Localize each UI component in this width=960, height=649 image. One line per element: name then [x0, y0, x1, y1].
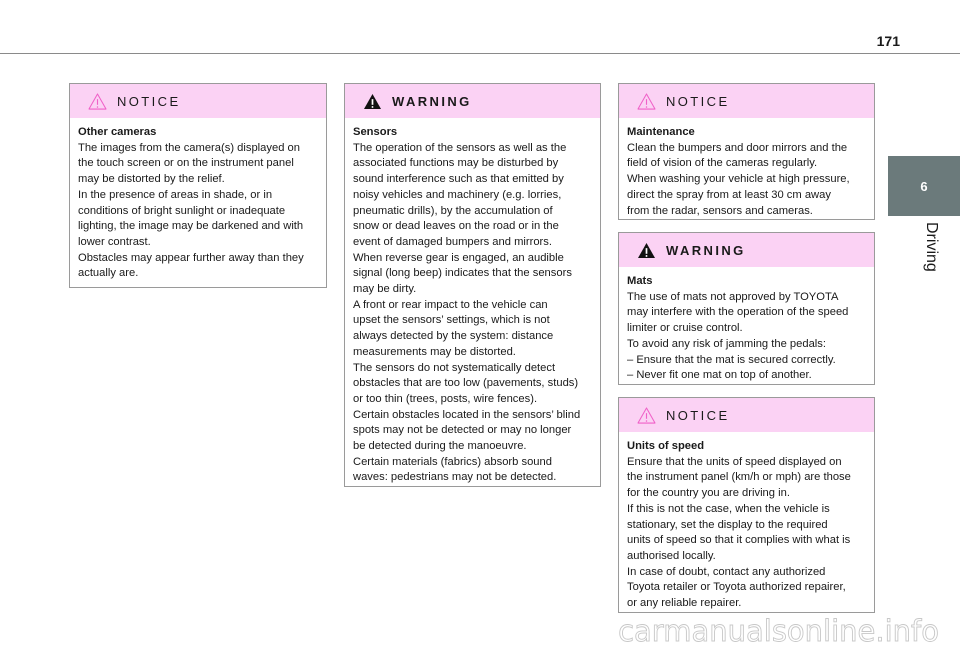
section-title: Sensors: [353, 126, 398, 138]
notice-label: NOTICE: [117, 93, 181, 109]
body-line: actually are.: [78, 267, 139, 280]
body-line: or any reliable repairer.: [627, 597, 742, 610]
notice-label: NOTICE: [666, 407, 730, 423]
notice-header: [619, 398, 874, 432]
body-line: may be distorted by the relief.: [78, 173, 225, 186]
warning-header: [345, 84, 600, 118]
notice-body: [619, 432, 874, 612]
body-line: When reverse gear is engaged, an audible: [353, 251, 564, 264]
body-line: Clean the bumpers and door mirrors and the: [627, 141, 848, 154]
warning-body: [619, 267, 874, 384]
body-line: The sensors do not systematically detect: [353, 361, 556, 374]
body-line: the instrument panel (km/h or mph) are those: [627, 471, 851, 484]
body-line: field of vision of the cameras regularly.: [627, 157, 818, 170]
body-line: snow or dead leaves on the road or in the: [353, 220, 559, 233]
body-line: conditions of bright sunlight or inadequate: [78, 204, 286, 217]
body-line: obstacles that are too low (pavements, studs): [353, 377, 579, 390]
body-line: authorised locally.: [627, 549, 716, 562]
body-line: Obstacles may appear further away than they: [78, 251, 304, 264]
caution-outline-icon: [88, 93, 107, 110]
body-line: – Never fit one mat on top of another.: [627, 369, 812, 382]
body-line: signal (long beep) indicates that the sensors: [353, 267, 572, 280]
body-line: from the radar, sensors and cameras.: [627, 204, 813, 217]
section-title: Other cameras: [78, 126, 157, 138]
body-line: In case of doubt, contact any authorized: [627, 565, 826, 578]
caution-outline-icon: [637, 407, 656, 424]
body-line: may be dirty.: [353, 283, 417, 296]
body-line: be detected during the manoeuvre.: [353, 440, 527, 453]
warning-triangle-icon: [363, 93, 382, 110]
body-line: for the country you are driving in.: [627, 487, 790, 500]
body-line: always detected by the system: distance: [353, 330, 554, 343]
body-line: may interfere with the operation of the speed: [627, 306, 849, 319]
body-line: lower contrast.: [78, 235, 151, 248]
body-line: When washing your vehicle at high pressure,: [627, 173, 850, 186]
body-line: The images from the camera(s) displayed on: [78, 141, 300, 154]
body-line: spots may not be detected or may no longer: [353, 424, 572, 437]
body-line: If this is not the case, when the vehicle is: [627, 502, 830, 515]
body-line: measurements may be distorted.: [353, 345, 516, 358]
body-line: limiter or cruise control.: [627, 322, 743, 335]
chapter-number: 6: [920, 178, 928, 194]
section-title: Units of speed: [627, 440, 705, 452]
notice-box-units-of-speed: [618, 397, 875, 613]
body-line: the touch screen or on the instrument panel: [78, 157, 294, 170]
body-line: lighting, the image may be darkened and with: [78, 220, 304, 233]
body-line: event of damaged bumpers and mirrors.: [353, 235, 552, 248]
notice-body: [619, 118, 874, 219]
warning-label: WARNING: [392, 93, 472, 109]
body-line: units of speed so that it complies with what is: [627, 534, 851, 547]
body-line: The operation of the sensors as well as the: [353, 141, 567, 154]
body-line: A front or rear impact to the vehicle can: [353, 298, 548, 311]
body-line: waves: pedestrians may not be detected.: [353, 471, 557, 484]
body-line: noisy vehicles and machinery (e.g. lorries,: [353, 188, 562, 201]
body-line: In the presence of areas in shade, or in: [78, 188, 273, 201]
section-title: Mats: [627, 275, 653, 287]
section-title: Maintenance: [627, 126, 695, 138]
body-line: Toyota retailer or Toyota authorized repairer,: [627, 581, 846, 594]
warning-box-sensors: [344, 83, 601, 487]
notice-header: [70, 84, 326, 118]
body-line: or too thin (trees, posts, wire fences).: [353, 392, 538, 405]
top-rule: [0, 53, 960, 54]
body-line: – Ensure that the mat is secured correctly.: [627, 353, 836, 366]
notice-box-other-cameras: [69, 83, 327, 288]
body-line: Certain materials (fabrics) absorb sound: [353, 455, 552, 468]
body-line: Ensure that the units of speed displayed on: [627, 455, 842, 468]
warning-box-mats: [618, 232, 875, 385]
body-line: To avoid any risk of jamming the pedals:: [627, 337, 826, 350]
notice-box-maintenance: [618, 83, 875, 220]
body-line: stationary, set the display to the required: [627, 518, 828, 531]
body-line: pneumatic drills), by the accumulation of: [353, 204, 553, 217]
caution-outline-icon: [637, 93, 656, 110]
notice-body: [70, 118, 326, 282]
warning-header: [619, 233, 874, 267]
warning-triangle-icon: [637, 242, 656, 259]
body-line: associated functions may be disturbed by: [353, 157, 559, 170]
notice-label: NOTICE: [666, 93, 730, 109]
body-line: upset the sensors’ settings, which is not: [353, 314, 550, 327]
warning-body: [345, 118, 600, 486]
chapter-tab[interactable]: [888, 156, 960, 216]
chapter-title: Driving: [923, 222, 940, 272]
body-line: direct the spray from at least 30 cm away: [627, 188, 831, 201]
body-line: sound interference such as that emitted by: [353, 173, 564, 186]
body-line: The use of mats not approved by TOYOTA: [627, 290, 839, 303]
body-line: Certain obstacles located in the sensors’ blind: [353, 408, 581, 421]
warning-label: WARNING: [666, 242, 746, 258]
notice-header: [619, 84, 874, 118]
page-number: 171: [876, 33, 900, 49]
watermark-text: carmanualsonline.info: [618, 614, 939, 648]
